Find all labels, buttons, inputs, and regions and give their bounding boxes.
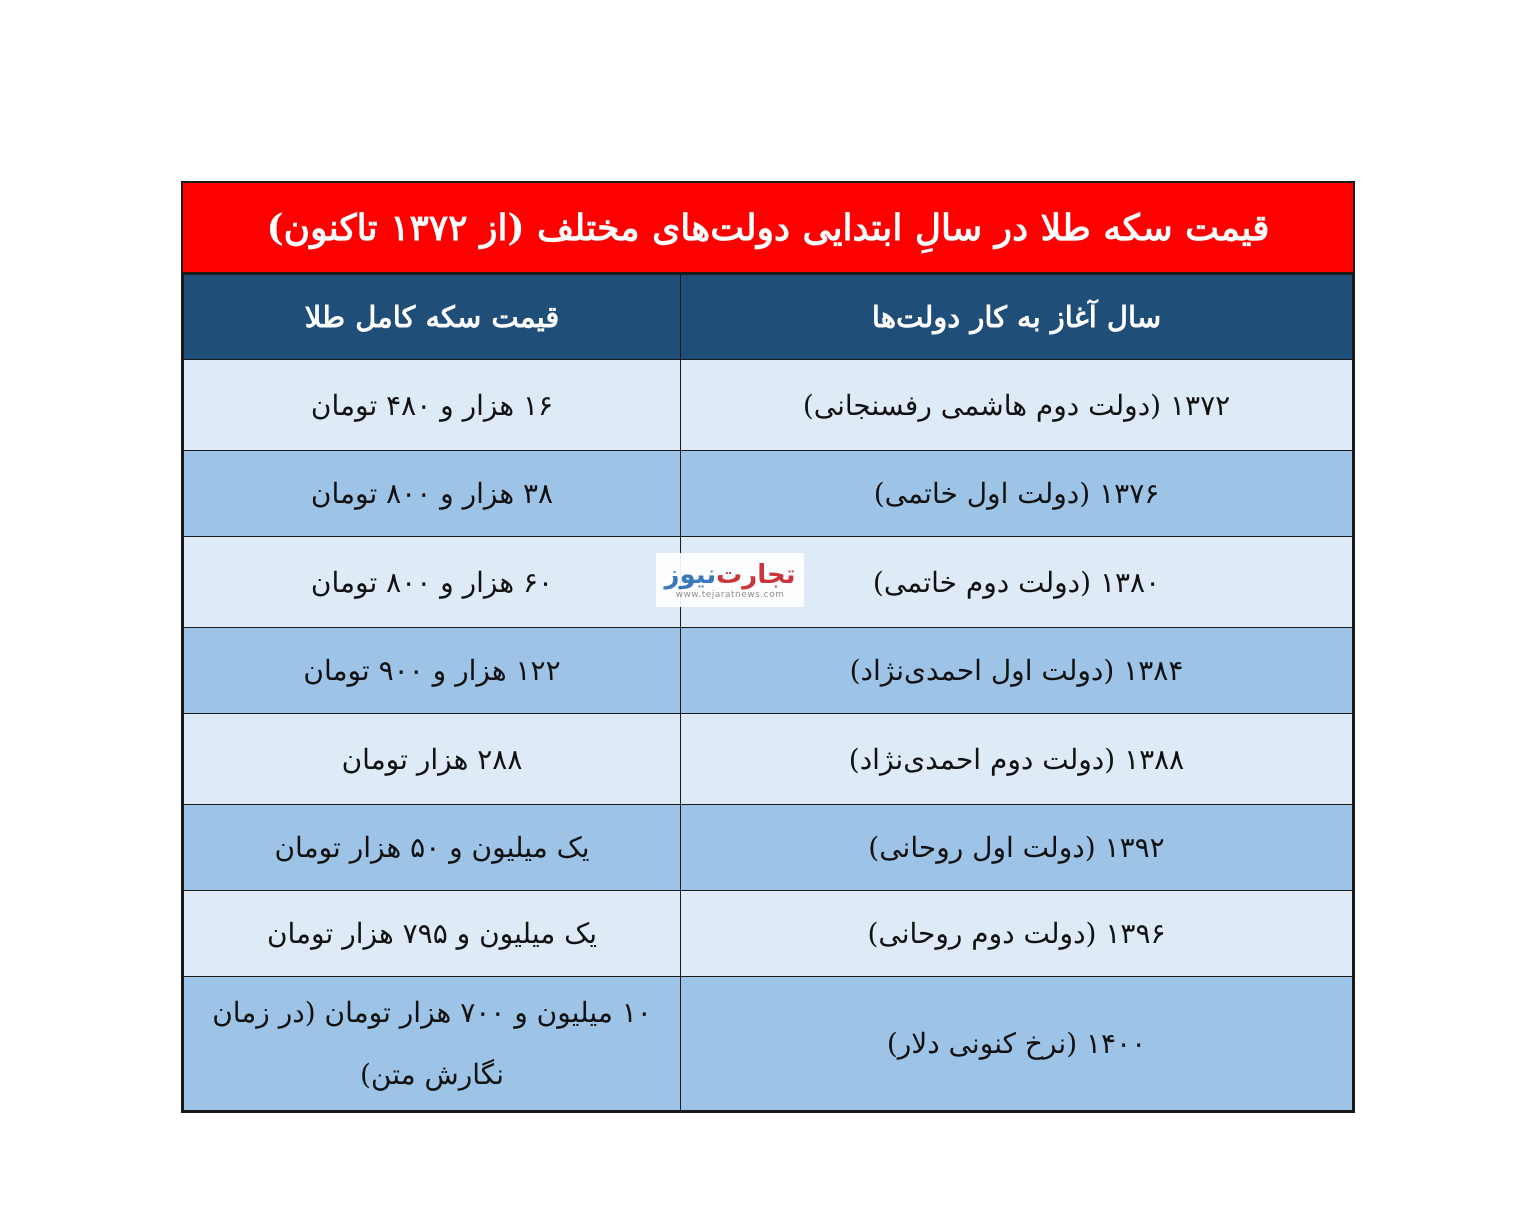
table-title: قیمت سکه طلا در سالِ ابتدایی دولت‌های مختلف (از ۱۳۷۲ تاکنون) (183, 183, 1353, 274)
table-row (184, 360, 1353, 451)
year-cell: ۱۳۹۶ (دولت دوم روحانی) (681, 891, 1353, 977)
price-cell: یک میلیون و ۵۰ هزار تومان (184, 805, 681, 891)
year-cell: ۱۳۷۶ (دولت اول خاتمی) (681, 451, 1353, 537)
table-row (184, 805, 1353, 891)
price-cell: ۱۰ میلیون و ۷۰۰ هزار تومان (در زمان نگارش متن) (184, 977, 681, 1111)
table-row (184, 451, 1353, 537)
price-cell: ۱۶ هزار و ۴۸۰ تومان (184, 360, 681, 451)
table-row (184, 891, 1353, 977)
price-cell: ۲۸۸ هزار تومان (184, 714, 681, 805)
watermark-url: www.tejaratnews.com (675, 590, 785, 600)
price-cell: یک میلیون و ۷۹۵ هزار تومان (184, 891, 681, 977)
gold-coin-table (181, 181, 1355, 1113)
year-cell: ۱۳۸۴ (دولت اول احمدی‌نژاد) (681, 628, 1353, 714)
price-table (183, 274, 1353, 1111)
price-cell: ۱۲۲ هزار و ۹۰۰ تومان (184, 628, 681, 714)
year-cell: ۱۳۷۲ (دولت دوم هاشمی رفسنجانی) (681, 360, 1353, 451)
table-row (184, 628, 1353, 714)
header-row (184, 275, 1353, 360)
watermark-logo (656, 553, 804, 607)
price-cell: ۳۸ هزار و ۸۰۰ تومان (184, 451, 681, 537)
watermark-logo-text (664, 560, 795, 590)
year-cell: ۱۳۸۰ (دولت دوم خاتمی) (681, 537, 1353, 628)
watermark-logo-part2: نیوز (664, 560, 717, 590)
table-row (184, 714, 1353, 805)
header-year: سال آغاز به کار دولت‌ها (681, 275, 1353, 360)
year-cell: ۱۴۰۰ (نرخ کنونی دلار) (681, 977, 1353, 1111)
watermark-logo-part1: تجارت (716, 560, 796, 590)
price-cell: ۶۰ هزار و ۸۰۰ تومان (184, 537, 681, 628)
year-cell: ۱۳۸۸ (دولت دوم احمدی‌نژاد) (681, 714, 1353, 805)
table-row (184, 977, 1353, 1111)
year-cell: ۱۳۹۲ (دولت اول روحانی) (681, 805, 1353, 891)
header-price: قیمت سکه کامل طلا (184, 275, 681, 360)
